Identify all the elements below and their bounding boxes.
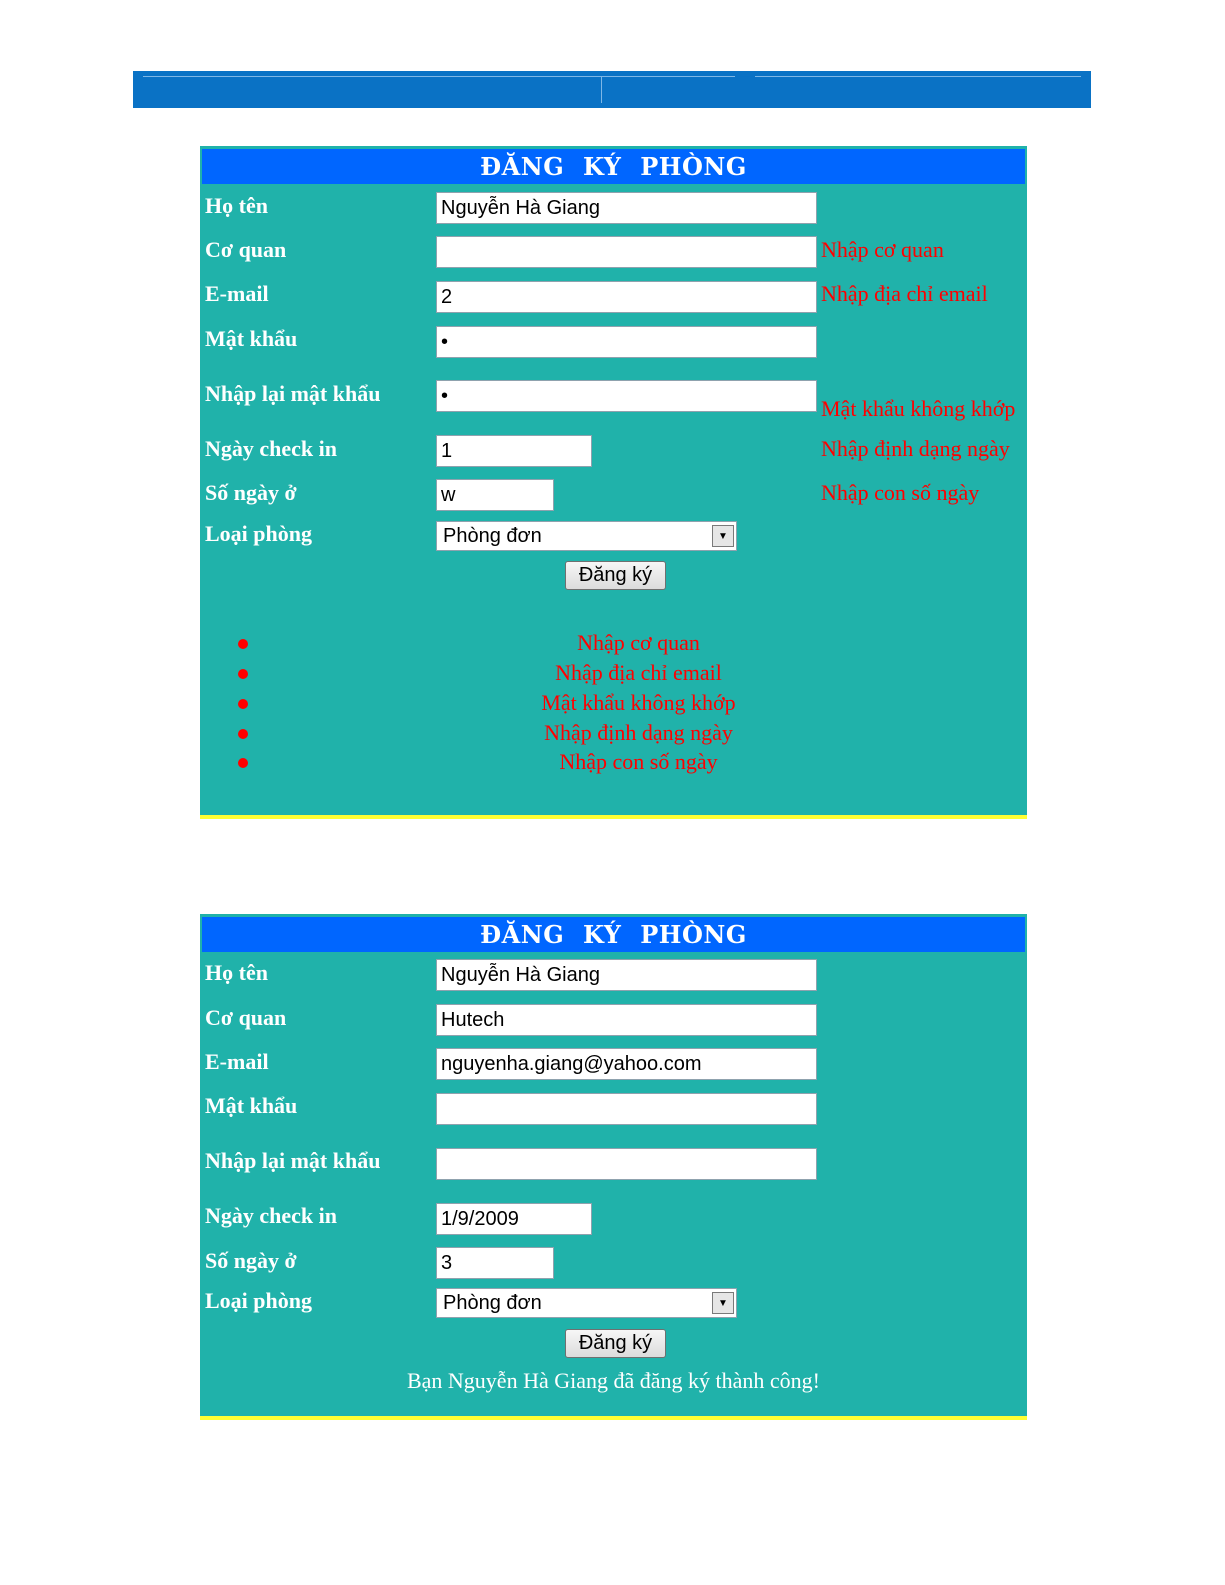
top-banner [133, 71, 1091, 108]
banner-divider [601, 76, 602, 103]
co-quan-input[interactable]: Hutech [436, 1004, 817, 1036]
form-title: ĐĂNG KÝ PHÒNG [202, 917, 1025, 952]
so-ngay-input[interactable]: w [436, 479, 554, 511]
label-so-ngay: Số ngày ở [205, 1248, 297, 1273]
loai-phong-selected: Phòng đơn [443, 525, 542, 547]
dang-ky-button[interactable]: Đăng ký [565, 561, 666, 590]
label-co-quan: Cơ quan [205, 237, 287, 262]
ngay-error: Nhập định dạng ngày [821, 436, 1010, 461]
email-input[interactable]: 2 [436, 281, 817, 313]
label-email: E-mail [205, 281, 269, 306]
label-ho-ten: Họ tên [205, 960, 268, 985]
banner-line-left [143, 76, 735, 77]
mat-khau-input[interactable] [436, 1093, 817, 1125]
nhap-lai-mat-khau-input[interactable] [436, 1148, 817, 1180]
form-title: ĐĂNG KÝ PHÒNG [202, 149, 1025, 184]
co-quan-input[interactable] [436, 236, 817, 268]
so-ngay-input[interactable]: 3 [436, 1247, 554, 1279]
email-input[interactable]: nguyenha.giang@yahoo.com [436, 1048, 817, 1080]
so-ngay-error: Nhập con số ngày [821, 480, 980, 505]
co-quan-error: Nhập cơ quan [821, 237, 944, 262]
mat-khau-input[interactable]: • [436, 326, 817, 358]
label-nhap-lai-mat-khau: Nhập lại mật khẩu [205, 381, 381, 406]
dang-ky-button[interactable]: Đăng ký [565, 1329, 666, 1358]
loai-phong-select[interactable] [436, 521, 737, 551]
error-summary-item [200, 720, 1027, 750]
error-summary-item [200, 690, 1027, 720]
chevron-down-icon[interactable]: ▼ [712, 525, 734, 547]
label-email: E-mail [205, 1049, 269, 1074]
ho-ten-input[interactable]: Nguyễn Hà Giang [436, 192, 817, 224]
nhap-lai-mat-khau-input[interactable]: • [436, 380, 817, 412]
error-summary-item [200, 660, 1027, 690]
label-co-quan: Cơ quan [205, 1005, 287, 1030]
label-mat-khau: Mật khẩu [205, 1093, 298, 1118]
email-error: Nhập địa chỉ email [821, 281, 988, 306]
label-loai-phong: Loại phòng [205, 521, 312, 546]
registration-form-errors [200, 146, 1027, 819]
error-summary-text: Nhập định dạng ngày [544, 720, 733, 745]
loai-phong-selected: Phòng đơn [443, 1292, 542, 1314]
ngay-check-in-input[interactable]: 1 [436, 435, 592, 467]
ho-ten-input[interactable]: Nguyễn Hà Giang [436, 959, 817, 991]
error-summary-item [200, 749, 1027, 779]
label-nhap-lai-mat-khau: Nhập lại mật khẩu [205, 1148, 381, 1173]
error-summary-item [200, 630, 1027, 660]
error-summary-text: Nhập địa chỉ email [555, 660, 722, 685]
error-summary-text: Mật khẩu không khớp [541, 690, 736, 715]
label-so-ngay: Số ngày ở [205, 480, 297, 505]
error-summary-text: Nhập cơ quan [577, 630, 700, 655]
label-ngay-check-in: Ngày check in [205, 1203, 337, 1228]
loai-phong-select[interactable] [436, 1288, 737, 1318]
label-loai-phong: Loại phòng [205, 1288, 312, 1313]
label-ngay-check-in: Ngày check in [205, 436, 337, 461]
banner-line-right [755, 76, 1081, 77]
success-message: Bạn Nguyễn Hà Giang đã đăng ký thành công! [406, 1368, 820, 1393]
label-ho-ten: Họ tên [205, 193, 268, 218]
chevron-down-icon[interactable]: ▼ [712, 1292, 734, 1314]
label-mat-khau: Mật khẩu [205, 326, 298, 351]
registration-form-success [200, 914, 1027, 1420]
ngay-check-in-input[interactable]: 1/9/2009 [436, 1203, 592, 1235]
mat-khau-khop-error: Mật khẩu không khớp [821, 396, 1016, 421]
error-summary-text: Nhập con số ngày [559, 749, 718, 774]
